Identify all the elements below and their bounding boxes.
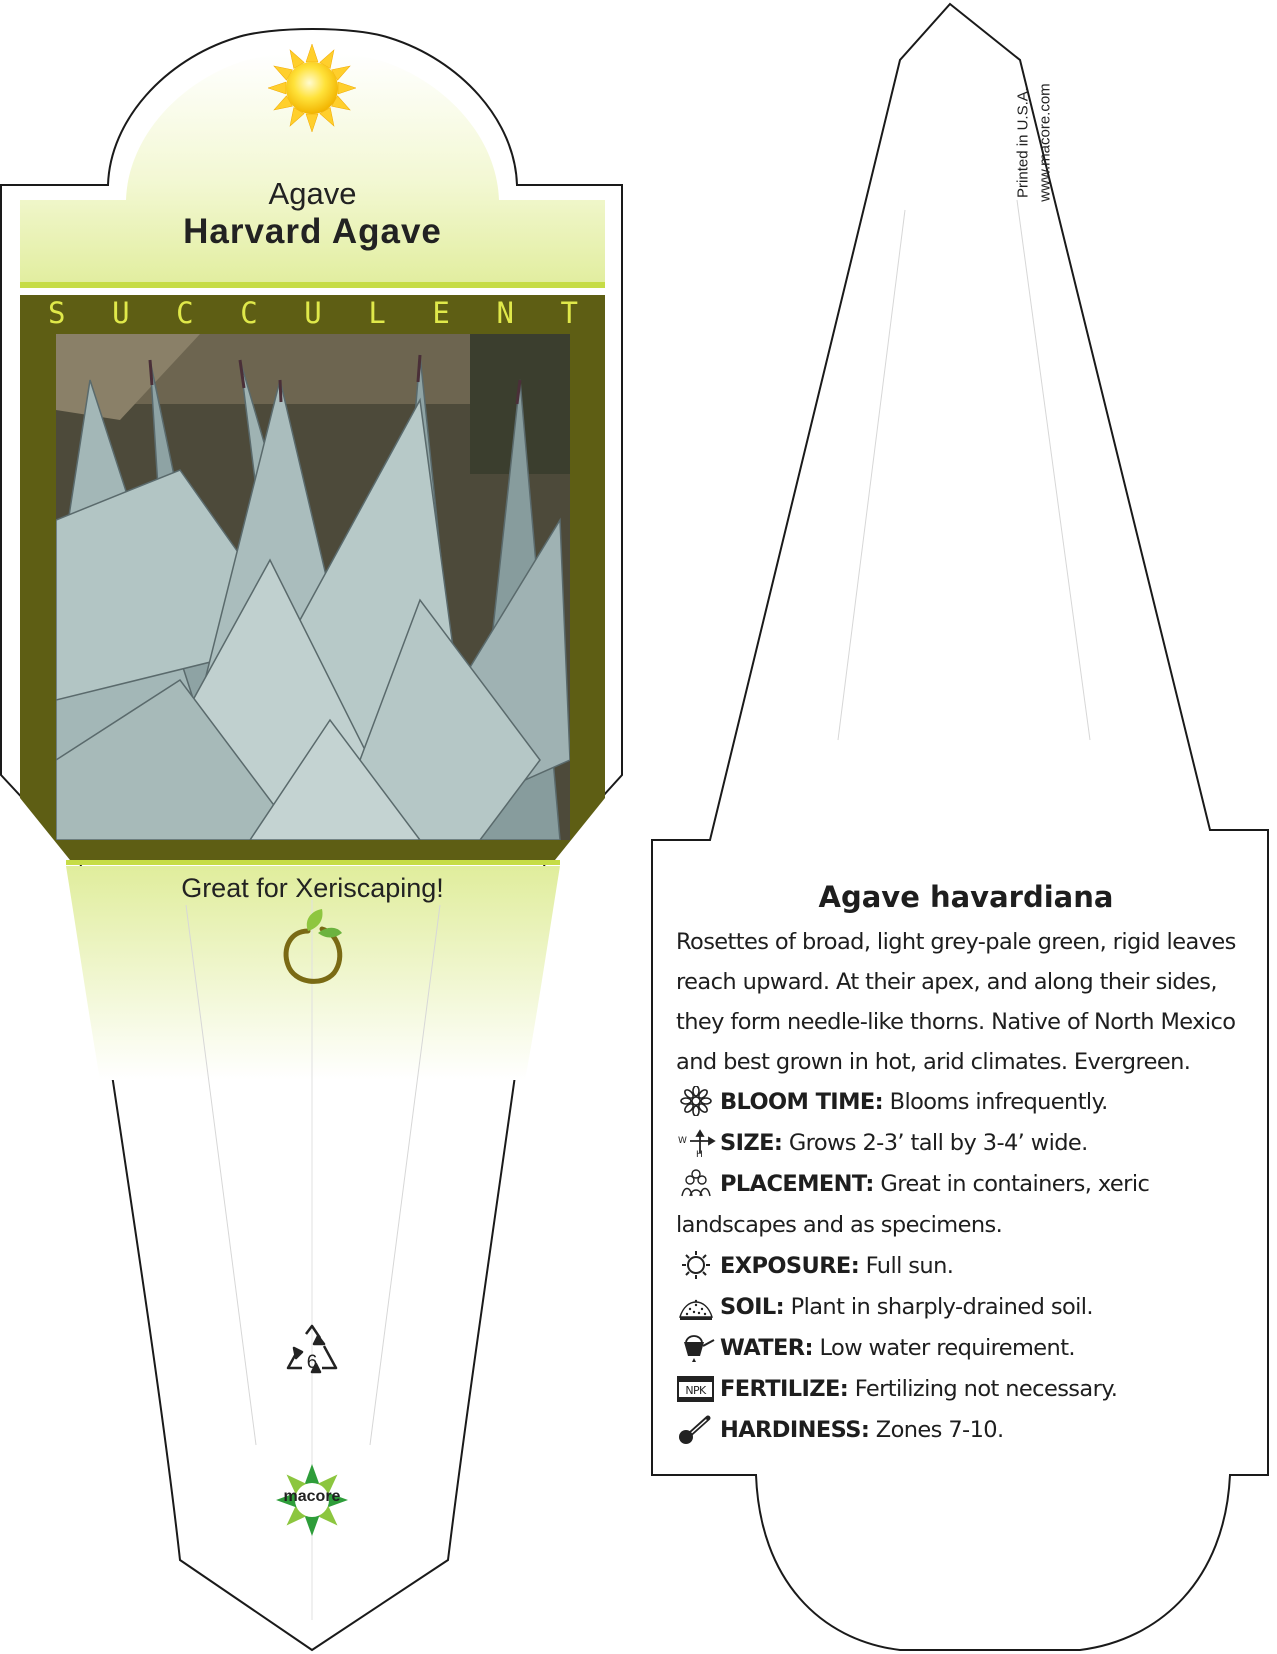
attribute-value: Zones 7-10. xyxy=(875,1417,1004,1443)
svg-text:W: W xyxy=(678,1136,687,1146)
attribute-label: HARDINESS: xyxy=(720,1417,870,1443)
category-letter: L xyxy=(368,296,386,330)
npk-label: NPK xyxy=(685,1384,706,1397)
category-letter: C xyxy=(176,296,194,330)
attribute-placement xyxy=(676,1164,1256,1246)
size-arrows-icon xyxy=(676,1127,716,1157)
watering-can-icon xyxy=(676,1332,716,1362)
attribute-bloom-time xyxy=(676,1082,1256,1123)
category-letter: C xyxy=(240,296,258,330)
category-letter: N xyxy=(496,296,514,330)
category-letter: T xyxy=(560,296,578,330)
website-label: www.macore.com xyxy=(1036,83,1054,202)
category-letter: U xyxy=(304,296,322,330)
printed-in-label: Printed in U.S.A. xyxy=(1014,87,1032,198)
plant-description: Rosettes of broad, light grey-pale green, rigid leaves reach upward. At their apex, and along their sides, they form needle-like thorns. Native of North Mexico and best grown in hot, arid climates. Evergreen. xyxy=(676,929,1236,1075)
attribute-label: BLOOM TIME: xyxy=(720,1089,884,1115)
attribute-value: Full sun. xyxy=(865,1253,954,1279)
header-stripe xyxy=(20,282,605,288)
attribute-soil xyxy=(676,1287,1256,1328)
attribute-size xyxy=(676,1123,1256,1164)
attribute-value: Fertilizing not necessary. xyxy=(854,1376,1118,1402)
attribute-value: Blooms infrequently. xyxy=(889,1089,1108,1115)
category-label xyxy=(48,296,578,330)
category-letter: S xyxy=(48,296,66,330)
botanical-name: Agave havardiana xyxy=(818,880,1114,914)
lower-stripe xyxy=(66,860,560,865)
soil-icon xyxy=(676,1291,716,1321)
thermometer-icon xyxy=(676,1414,716,1444)
attribute-value: Low water requirement. xyxy=(819,1335,1075,1361)
plant-photo xyxy=(56,334,570,840)
attribute-label: SOIL: xyxy=(720,1294,785,1320)
svg-text:H: H xyxy=(696,1150,703,1157)
attribute-label: SIZE: xyxy=(720,1130,783,1156)
flower-icon xyxy=(676,1086,716,1116)
common-name: Agave xyxy=(268,176,357,211)
recycle-number: 6 xyxy=(306,1352,318,1373)
attribute-value: Great in containers, xeric landscapes and as specimens. xyxy=(676,1171,1150,1238)
attribute-value: Grows 2-3’ tall by 3-4’ wide. xyxy=(788,1130,1088,1156)
attribute-label: WATER: xyxy=(720,1335,813,1361)
attribute-exposure xyxy=(676,1246,1256,1287)
sun-icon xyxy=(676,1250,716,1280)
attribute-label: PLACEMENT: xyxy=(720,1171,874,1197)
care-info xyxy=(676,880,1256,1451)
attribute-fertilize xyxy=(676,1369,1256,1410)
category-letter: U xyxy=(112,296,130,330)
front-tag xyxy=(1,29,622,1650)
tagline: Great for Xeriscaping! xyxy=(181,873,444,903)
brand-name: macore xyxy=(283,1488,341,1505)
attribute-water xyxy=(676,1328,1256,1369)
attribute-label: FERTILIZE: xyxy=(720,1376,849,1402)
attribute-label: EXPOSURE: xyxy=(720,1253,860,1279)
npk-icon xyxy=(676,1373,716,1403)
attribute-value: Plant in sharply-drained soil. xyxy=(790,1294,1093,1320)
placement-icon xyxy=(676,1168,716,1198)
variety-name: Harvard Agave xyxy=(183,212,442,251)
category-letter: E xyxy=(432,296,450,330)
attribute-hardiness xyxy=(676,1410,1256,1451)
